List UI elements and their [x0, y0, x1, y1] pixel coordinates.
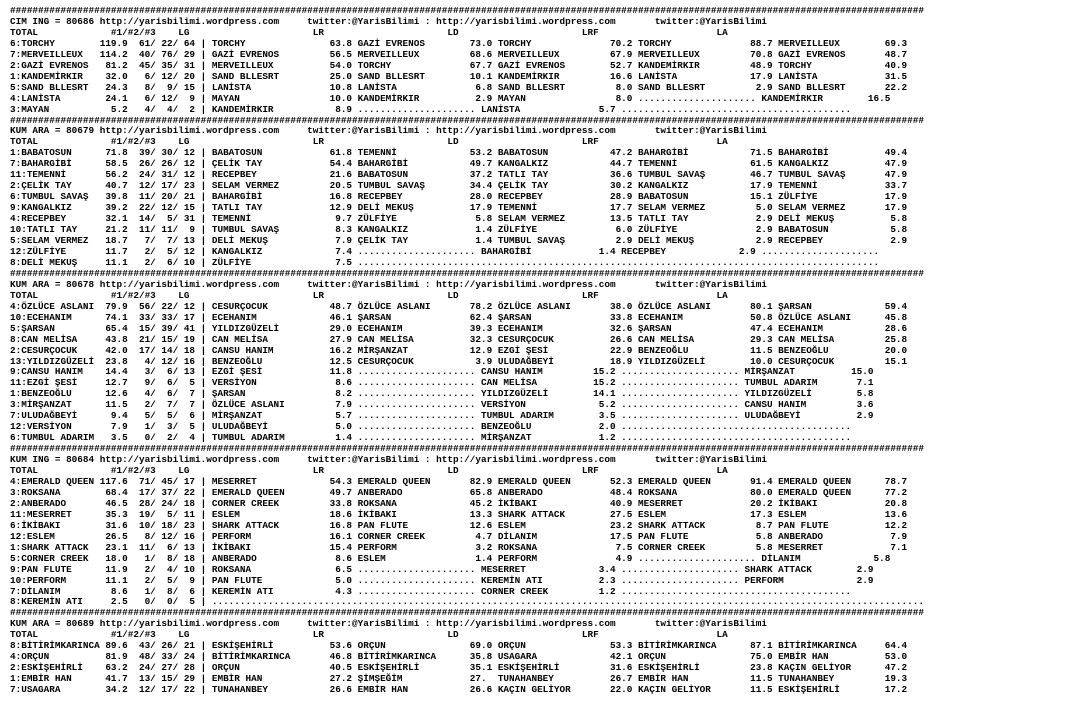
- section-divider: ###################################################################################################################################################################: [10, 267, 924, 279]
- table-row: 4:RECEPBEY 32.1 14/ 5/ 31 | TEMENNİ 9.7 ZÜLFİYE 5.8 SELAM VERMEZ 13.5 TATLI TAY 2.9 DELİ MEKUŞ 5.8: [10, 213, 908, 225]
- race-header: CIM ING = 80686 http://yarisbilimi.wordpress.com twitter:@YarisBilimi : http://yarisbilimi.wordpress.com twitter:@YarisBilimi: [10, 15, 767, 27]
- table-row: 7:USAGARA 34.2 12/ 17/ 22 | TUNAHANBEY 26.6 EMBİR HAN 26.6 KAÇIN GELİYOR 22.0 KAÇIN GELİYOR 11.5 ESKİŞEHİRLİ 17.2: [10, 684, 908, 696]
- column-header-row: TOTAL #1/#2/#3 LG LR LD LRF LA: [10, 136, 728, 148]
- table-row: 5:SAND BLLESRT 24.3 8/ 9/ 15 | LANİSTA 10.8 LANİSTA 6.8 SAND BLLESRT 8.0 SAND BLLESRT 2.9 SAND BLLESRT 22.2: [10, 81, 908, 93]
- race-header: KUM ARA = 80689 http://yarisbilimi.wordpress.com twitter:@YarisBilimi : http://yarisbilimi.wordpress.com twitter:@YarisBilimi: [10, 618, 767, 630]
- table-row: 5:SELAM VERMEZ 18.7 7/ 7/ 13 | DELİ MEKUŞ 7.9 ÇELİK TAY 1.4 TUMBUL SAVAŞ 2.9 DELİ MEKUŞ 2.9 RECEPBEY 2.9: [10, 235, 908, 247]
- race-header: KUM ING = 80684 http://yarisbilimi.wordpress.com twitter:@YarisBilimi : http://yarisbilimi.wordpress.com twitter:@YarisBilimi: [10, 454, 767, 466]
- column-header-row: TOTAL #1/#2/#3 LG LR LD LRF LA: [10, 289, 728, 301]
- table-row: 9:KANGALKIZ 39.2 22/ 12/ 15 | TATLI TAY 12.9 DELİ MEKUŞ 17.9 TEMENNİ 17.7 SELAM VERMEZ 5.0 SELAM VERMEZ 17.9: [10, 202, 908, 214]
- table-row: 3:MİRŞANZAT 11.5 2/ 7/ 7 | ÖZLÜCE ASLANI 7.9 ..................... VERSİYON 5.2 ..................... CANSU HANIM 3.6: [10, 399, 874, 411]
- table-row: 2:ESKİŞEHİRLİ 63.2 24/ 27/ 28 | ORÇUN 40.5 ESKİŞEHİRLİ 35.1 ESKİŞEHİRLİ 31.6 ESKİŞEHİRLİ 23.8 KAÇIN GELİYOR 47.2: [10, 662, 908, 674]
- table-row: 2:ÇELİK TAY 40.7 12/ 17/ 23 | SELAM VERMEZ 20.5 TUMBUL SAVAŞ 34.4 ÇELİK TAY 30.2 KANGALKIZ 17.9 TEMENNİ 33.7: [10, 180, 908, 192]
- table-row: 2:CESURÇOCUK 42.0 17/ 14/ 18 | CANSU HANIM 16.2 MİRŞANZAT 12.9 EZGİ ŞESİ 22.9 BENZEOĞLU 11.5 BENZEOĞLU 20.0: [10, 344, 908, 356]
- table-row: 12:ESLEM 26.5 8/ 12/ 16 | PERFORM 16.1 CORNER CREEK 4.7 DİLANIM 17.5 PAN FLUTE 5.8 ANBERADO 7.9: [10, 530, 908, 542]
- race-header: KUM ARA = 80678 http://yarisbilimi.wordpress.com twitter:@YarisBilimi : http://yarisbilimi.wordpress.com twitter:@YarisBilimi: [10, 278, 767, 290]
- column-header-row: TOTAL #1/#2/#3 LG LR LD LRF LA: [10, 26, 728, 38]
- column-header-row: TOTAL #1/#2/#3 LG LR LD LRF LA: [10, 629, 728, 641]
- table-row: 4:LANİSTA 24.1 6/ 12/ 9 | MAYAN 10.0 KANDEMİRKIR 2.9 MAYAN 8.0 ..................... KANDEMİRKIR 16.5: [10, 92, 891, 104]
- table-row: 9:PAN FLUTE 11.9 2/ 4/ 10 | ROKSANA 6.5 ..................... MESERRET 3.4 ..................... SHARK ATTACK 2.9: [10, 563, 874, 575]
- table-row: 7:BAHARGİBİ 58.5 26/ 26/ 12 | ÇELİK TAY 54.4 BAHARGİBİ 49.7 KANGALKIZ 44.7 TEMENNİ 61.5 KANGALKIZ 47.9: [10, 158, 908, 170]
- table-row: 6:TUMBUL ADARIM 3.5 0/ 2/ 4 | TUMBUL ADARIM 1.4 ..................... MİRŞANZAT 1.2 .........................................: [10, 432, 852, 444]
- table-row: 4:ÖZLÜCE ASLANI 79.9 56/ 22/ 12 | CESURÇOCUK 48.7 ÖZLÜCE ASLANI 78.2 ÖZLÜCE ASLANI 38.0 ÖZLÜCE ASLANI 80.1 ŞARSAN 59.4: [10, 300, 908, 312]
- column-header-row: TOTAL #1/#2/#3 LG LR LD LRF LA: [10, 465, 728, 477]
- table-row: 5:ŞARSAN 65.4 15/ 39/ 41 | YILDIZGÜZELİ 29.0 ECEHANIM 39.3 ECEHANIM 32.6 ŞARSAN 47.4 ECEHANIM 28.6: [10, 322, 908, 334]
- table-row: 8:DELİ MEKUŞ 11.1 2/ 6/ 10 | ZÜLFİYE 7.5 .............................................................................................: [10, 256, 880, 268]
- table-row: 12:ZÜLFİYE 11.7 2/ 5/ 12 | KANGALKIZ 7.4 ..................... BAHARGİBİ 1.4 RECEPBEY 2.9 .....................: [10, 245, 880, 257]
- table-row: 8:BİTİRİMKARINCA 89.6 43/ 26/ 21 | ESKİŞEHİRLİ 53.6 ORÇUN 69.0 ORÇUN 53.3 BİTİRİMKARINCA 87.1 BİTİRİMKARINCA 64.4: [10, 640, 908, 652]
- table-row: 10:TATLI TAY 21.2 11/ 11/ 9 | TUMBUL SAVAŞ 8.3 KANGALKIZ 1.4 ZÜLFİYE 6.0 ZÜLFİYE 2.9 BABATOSUN 5.8: [10, 224, 908, 236]
- section-divider: ###################################################################################################################################################################: [10, 5, 924, 16]
- table-row: 10:PERFORM 11.1 2/ 5/ 9 | PAN FLUTE 5.0 ..................... KEREMİN ATI 2.3 ..................... PERFORM 2.9: [10, 574, 874, 586]
- table-row: 3:ROKSANA 68.4 17/ 37/ 22 | EMERALD QUEEN 49.7 ANBERADO 65.8 ANBERADO 48.4 ROKSANA 80.0 EMERALD QUEEN 77.2: [10, 486, 908, 498]
- race-statistics-sheet: [10, 6, 924, 696]
- table-row: 7:MERVEILLEUX 114.2 40/ 76/ 29 | GAZİ EVRENOS 56.5 MERVEILLEUX 68.6 MERVEILLEUX 67.9 MERVEILLEUX 70.8 GAZİ EVRENOS 48.7: [10, 48, 908, 60]
- table-row: 9:CANSU HANIM 14.4 3/ 6/ 13 | EZGİ ŞESİ 11.8 ..................... CANSU HANIM 15.2 ..................... MİRŞANZAT 15.0: [10, 366, 874, 378]
- table-row: 5:CORNER CREEK 18.0 1/ 8/ 18 | ANBERADO 8.6 ESLEM 1.4 PERFORM 4.9 ..................... DİLANIM 5.8: [10, 552, 891, 564]
- table-row: 1:KANDEMİRKIR 32.0 6/ 12/ 20 | SAND BLLESRT 25.0 SAND BLLESRT 10.1 KANDEMİRKIR 16.6 LANİSTA 17.9 LANİSTA 31.5: [10, 70, 908, 82]
- table-row: 1:BENZEOĞLU 12.6 4/ 6/ 7 | ŞARSAN 8.2 ..................... YILDIZGÜZELİ 14.1 ..................... YILDIZGÜZELİ 5.8: [10, 388, 874, 400]
- table-row: 6:TORCHY 119.9 61/ 22/ 64 | TORCHY 63.8 GAZİ EVRENOS 73.0 TORCHY 70.2 TORCHY 88.7 MERVEILLEUX 69.3: [10, 37, 908, 49]
- table-row: 7:DİLANIM 8.6 1/ 8/ 6 | KEREMİN ATI 4.3 ..................... CORNER CREEK 1.2 .........................................: [10, 585, 852, 597]
- table-row: 10:ECEHANIM 74.1 33/ 33/ 17 | ECEHANIM 46.1 ŞARSAN 62.4 ŞARSAN 33.8 ECEHANIM 50.8 ÖZLÜCE ASLANI 45.8: [10, 311, 908, 323]
- table-row: 3:MAYAN 5.2 4/ 4/ 2 | KANDEMİRKIR 8.9 ..................... LANİSTA 5.7 .........................................: [10, 103, 852, 115]
- table-row: 4:EMERALD QUEEN 117.6 71/ 45/ 17 | MESERRET 54.3 EMERALD QUEEN 82.9 EMERALD QUEEN 52.3 EMERALD QUEEN 91.4 EMERALD QUEEN 78.7: [10, 475, 908, 487]
- table-row: 2:GAZİ EVRENOS 81.2 45/ 35/ 31 | MERVEILLEUX 54.0 TORCHY 67.7 GAZİ EVRENOS 52.7 KANDEMİRKIR 48.9 TORCHY 40.9: [10, 59, 908, 71]
- table-row: 6:İKİBAKI 31.6 10/ 18/ 23 | SHARK ATTACK 16.8 PAN FLUTE 12.6 ESLEM 23.2 SHARK ATTACK 8.7 PAN FLUTE 12.2: [10, 519, 908, 531]
- table-row: 12:VERSİYON 7.9 1/ 3/ 5 | ULUDAĞBEYİ 5.0 ..................... BENZEOĞLU 2.0 .........................................: [10, 421, 852, 433]
- table-row: 11:TEMENNİ 56.2 24/ 31/ 12 | RECEPBEY 21.6 BABATOSUN 37.2 TATLI TAY 36.6 TUMBUL SAVAŞ 46.7 TUMBUL SAVAŞ 47.9: [10, 169, 908, 181]
- table-row: 8:KEREMİN ATI 2.5 0/ 0/ 5 | ...............................................................................................................................: [10, 596, 924, 608]
- table-row: 8:CAN MELİSA 43.8 21/ 15/ 19 | CAN MELİSA 27.9 CAN MELİSA 32.3 CESURÇOCUK 26.6 CAN MELİSA 29.3 CAN MELİSA 25.8: [10, 333, 908, 345]
- section-divider: ###################################################################################################################################################################: [10, 114, 924, 126]
- race-header: KUM ARA = 80679 http://yarisbilimi.wordpress.com twitter:@YarisBilimi : http://yarisbilimi.wordpress.com twitter:@YarisBilimi: [10, 125, 767, 137]
- section-divider: ###################################################################################################################################################################: [10, 443, 924, 455]
- table-row: 11:EZGİ ŞESİ 12.7 9/ 6/ 5 | VERSİYON 8.6 ..................... CAN MELİSA 15.2 ..................... TUMBUL ADARIM 7.1: [10, 377, 874, 389]
- table-row: 4:ORÇUN 81.9 48/ 33/ 24 | BİTİRİMKARINCA 46.8 BİTİRİMKARINCA 35.8 USAGARA 42.1 ORÇUN 75.0 EMBİR HAN 53.0: [10, 651, 908, 663]
- table-row: 7:ULUDAĞBEYİ 9.4 5/ 5/ 6 | MİRŞANZAT 5.7 ..................... TUMBUL ADARIM 3.5 ..................... ULUDAĞBEYİ 2.9: [10, 410, 874, 422]
- table-row: 1:EMBİR HAN 41.7 13/ 15/ 29 | EMBİR HAN 27.2 ŞİMŞEĞİM 27. TUNAHANBEY 26.7 EMBİR HAN 11.5 TUNAHANBEY 19.3: [10, 673, 908, 685]
- table-row: 6:TUMBUL SAVAŞ 39.8 11/ 20/ 21 | BAHARGİBİ 16.8 RECEPBEY 28.0 RECEPBEY 28.9 BABATOSUN 15.1 ZÜLFİYE 17.9: [10, 191, 908, 203]
- table-row: 13:YILDIZGÜZELİ 23.8 4/ 12/ 16 | BENZEOĞLU 12.5 CESURÇOCUK 3.9 ULUDAĞBEYİ 18.9 YILDIZGÜZELİ 10.0 CESURÇOCUK 15.1: [10, 355, 908, 367]
- table-row: 2:ANBERADO 46.5 28/ 24/ 18 | CORNER CREEK 33.8 ROKSANA 45.2 İKİBAKI 40.9 MESERRET 20.2 İKİBAKI 20.8: [10, 497, 908, 509]
- table-row: 1:SHARK ATTACK 23.1 11/ 6/ 13 | İKİBAKI 15.4 PERFORM 3.2 ROKSANA 7.5 CORNER CREEK 5.8 MESERRET 7.1: [10, 541, 908, 553]
- section-divider: ###################################################################################################################################################################: [10, 607, 924, 619]
- table-row: 1:BABATOSUN 71.8 39/ 30/ 12 | BABATOSUN 61.8 TEMENNİ 53.2 BABATOSUN 47.2 BAHARGİBİ 71.5 BAHARGİBİ 49.4: [10, 147, 908, 159]
- table-row: 11:MESERRET 35.3 19/ 5/ 11 | ESLEM 18.6 İKİBAKI 13.3 SHARK ATTACK 27.5 ESLEM 17.3 ESLEM 13.6: [10, 508, 908, 520]
